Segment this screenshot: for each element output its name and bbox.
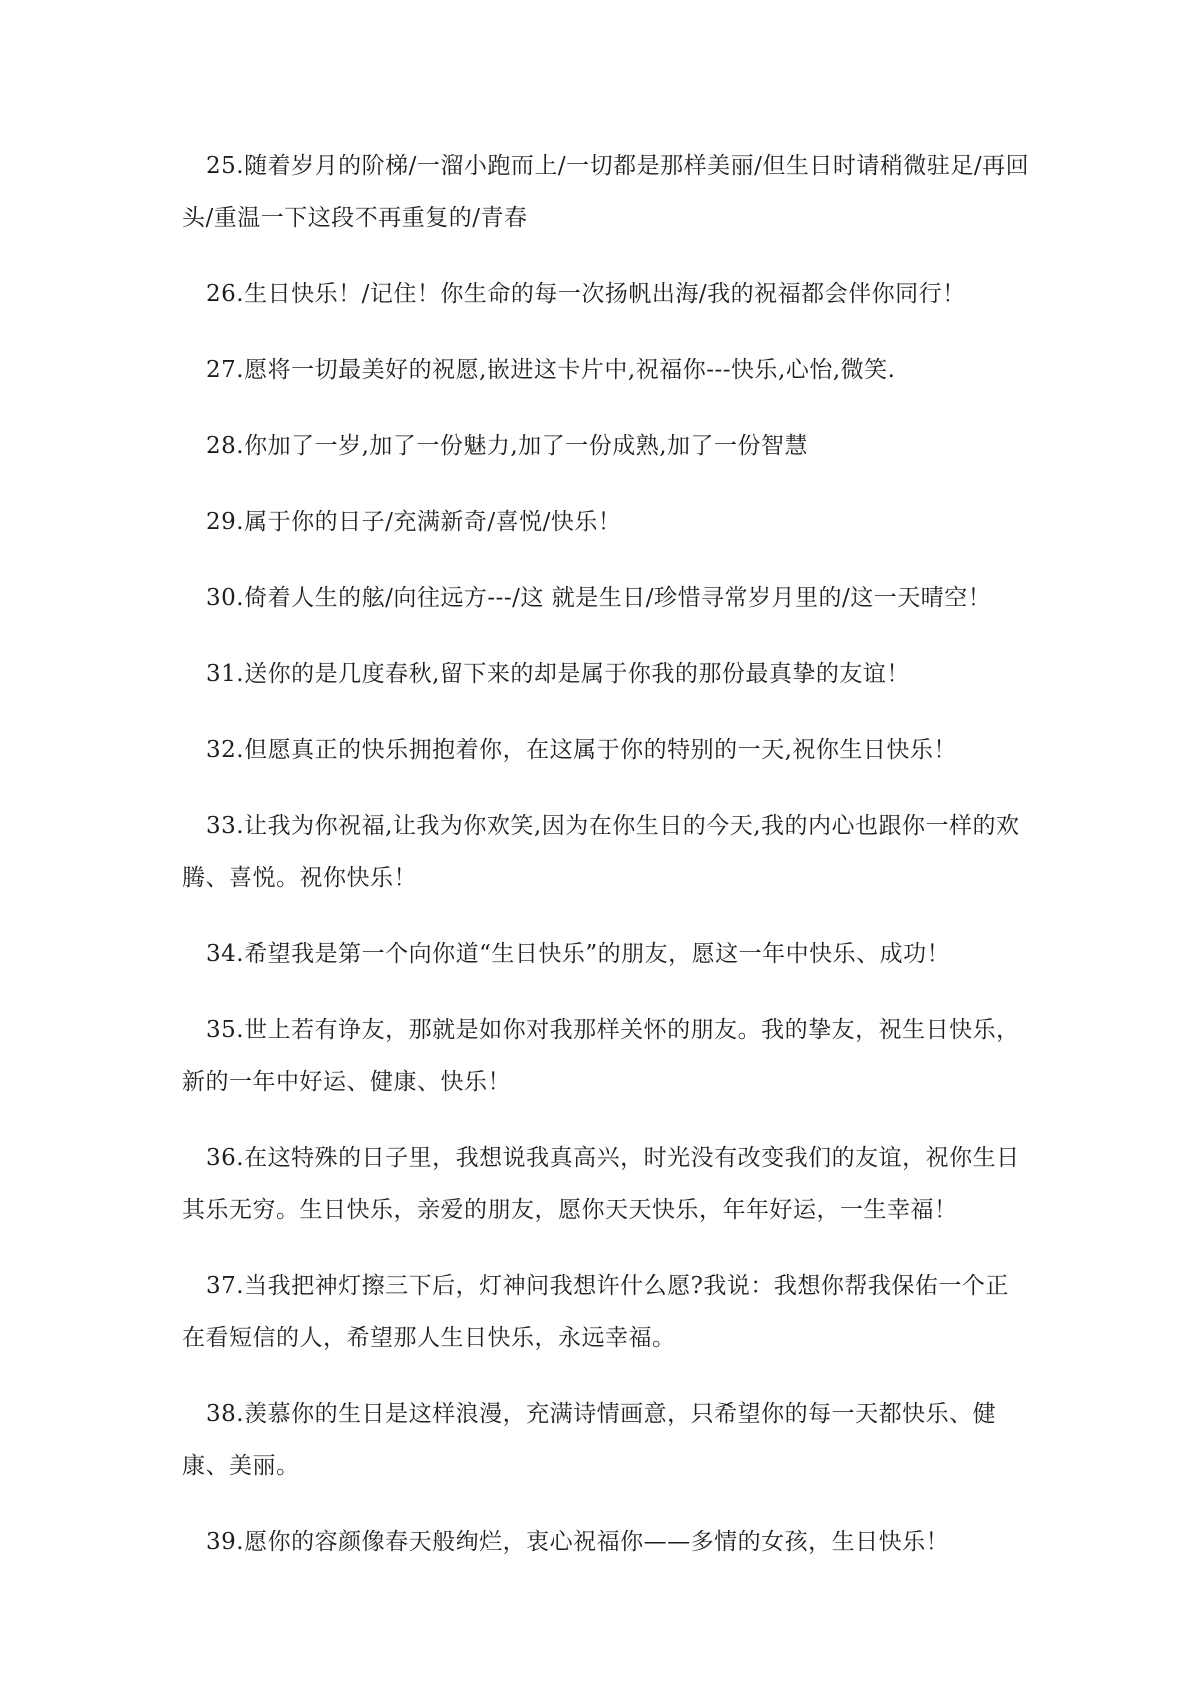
list-item: 32.但愿真正的快乐拥抱着你，在这属于你的特别的一天,祝你生日快乐！ xyxy=(206,737,957,763)
list-item: 27.愿将一切最美好的祝愿,嵌进这卡片中,祝福你---快乐,心怡,微笑. xyxy=(206,357,896,383)
list-item: 29.属于你的日子/充满新奇/喜悦/快乐！ xyxy=(206,509,622,535)
list-item: 33.让我为你祝福,让我为你欢笑,因为在你生日的今天,我的内心也跟你一样的欢腾、喜悦。祝你快乐！ xyxy=(182,813,1020,891)
list-item: 31.送你的是几度春秋,留下来的却是属于你我的那份最真挚的友谊！ xyxy=(206,661,910,687)
list-item: 37.当我把神灯擦三下后，灯神问我想许什么愿?我说：我想你帮我保佑一个正在看短信的人，希望那人生日快乐，永远幸福。 xyxy=(182,1273,1009,1351)
list-item: 28.你加了一岁,加了一份魅力,加了一份成熟,加了一份智慧 xyxy=(206,433,809,459)
list-item: 36.在这特殊的日子里，我想说我真高兴，时光没有改变我们的友谊，祝你生日其乐无穷。生日快乐，亲爱的朋友，愿你天天快乐，年年好运，一生幸福！ xyxy=(182,1145,1020,1223)
list-item: 35.世上若有诤友，那就是如你对我那样关怀的朋友。我的挚友，祝生日快乐，新的一年中好运、健康、快乐！ xyxy=(182,1017,1020,1095)
list-item: 39.愿你的容颜像春天般绚烂，衷心祝福你——多情的女孩，生日快乐！ xyxy=(206,1529,950,1555)
list-item: 26.生日快乐！/记住！你生命的每一次扬帆出海/我的祝福都会伴你同行！ xyxy=(206,281,966,307)
list-item: 34.希望我是第一个向你道“生日快乐”的朋友，愿这一年中快乐、成功！ xyxy=(206,941,951,967)
wish-list xyxy=(182,140,1032,1592)
list-item: 38.羡慕你的生日是这样浪漫，充满诗情画意，只希望你的每一天都快乐、健康、美丽。 xyxy=(182,1401,997,1479)
list-item: 30.倚着人生的舷/向往远方---/这 就是生日/珍惜寻常岁月里的/这一天晴空！ xyxy=(206,585,992,611)
list-item: 25.随着岁月的阶梯/一溜小跑而上/一切都是那样美丽/但生日时请稍微驻足/再回头/重温一下这段不再重复的/青春 xyxy=(182,153,1030,231)
